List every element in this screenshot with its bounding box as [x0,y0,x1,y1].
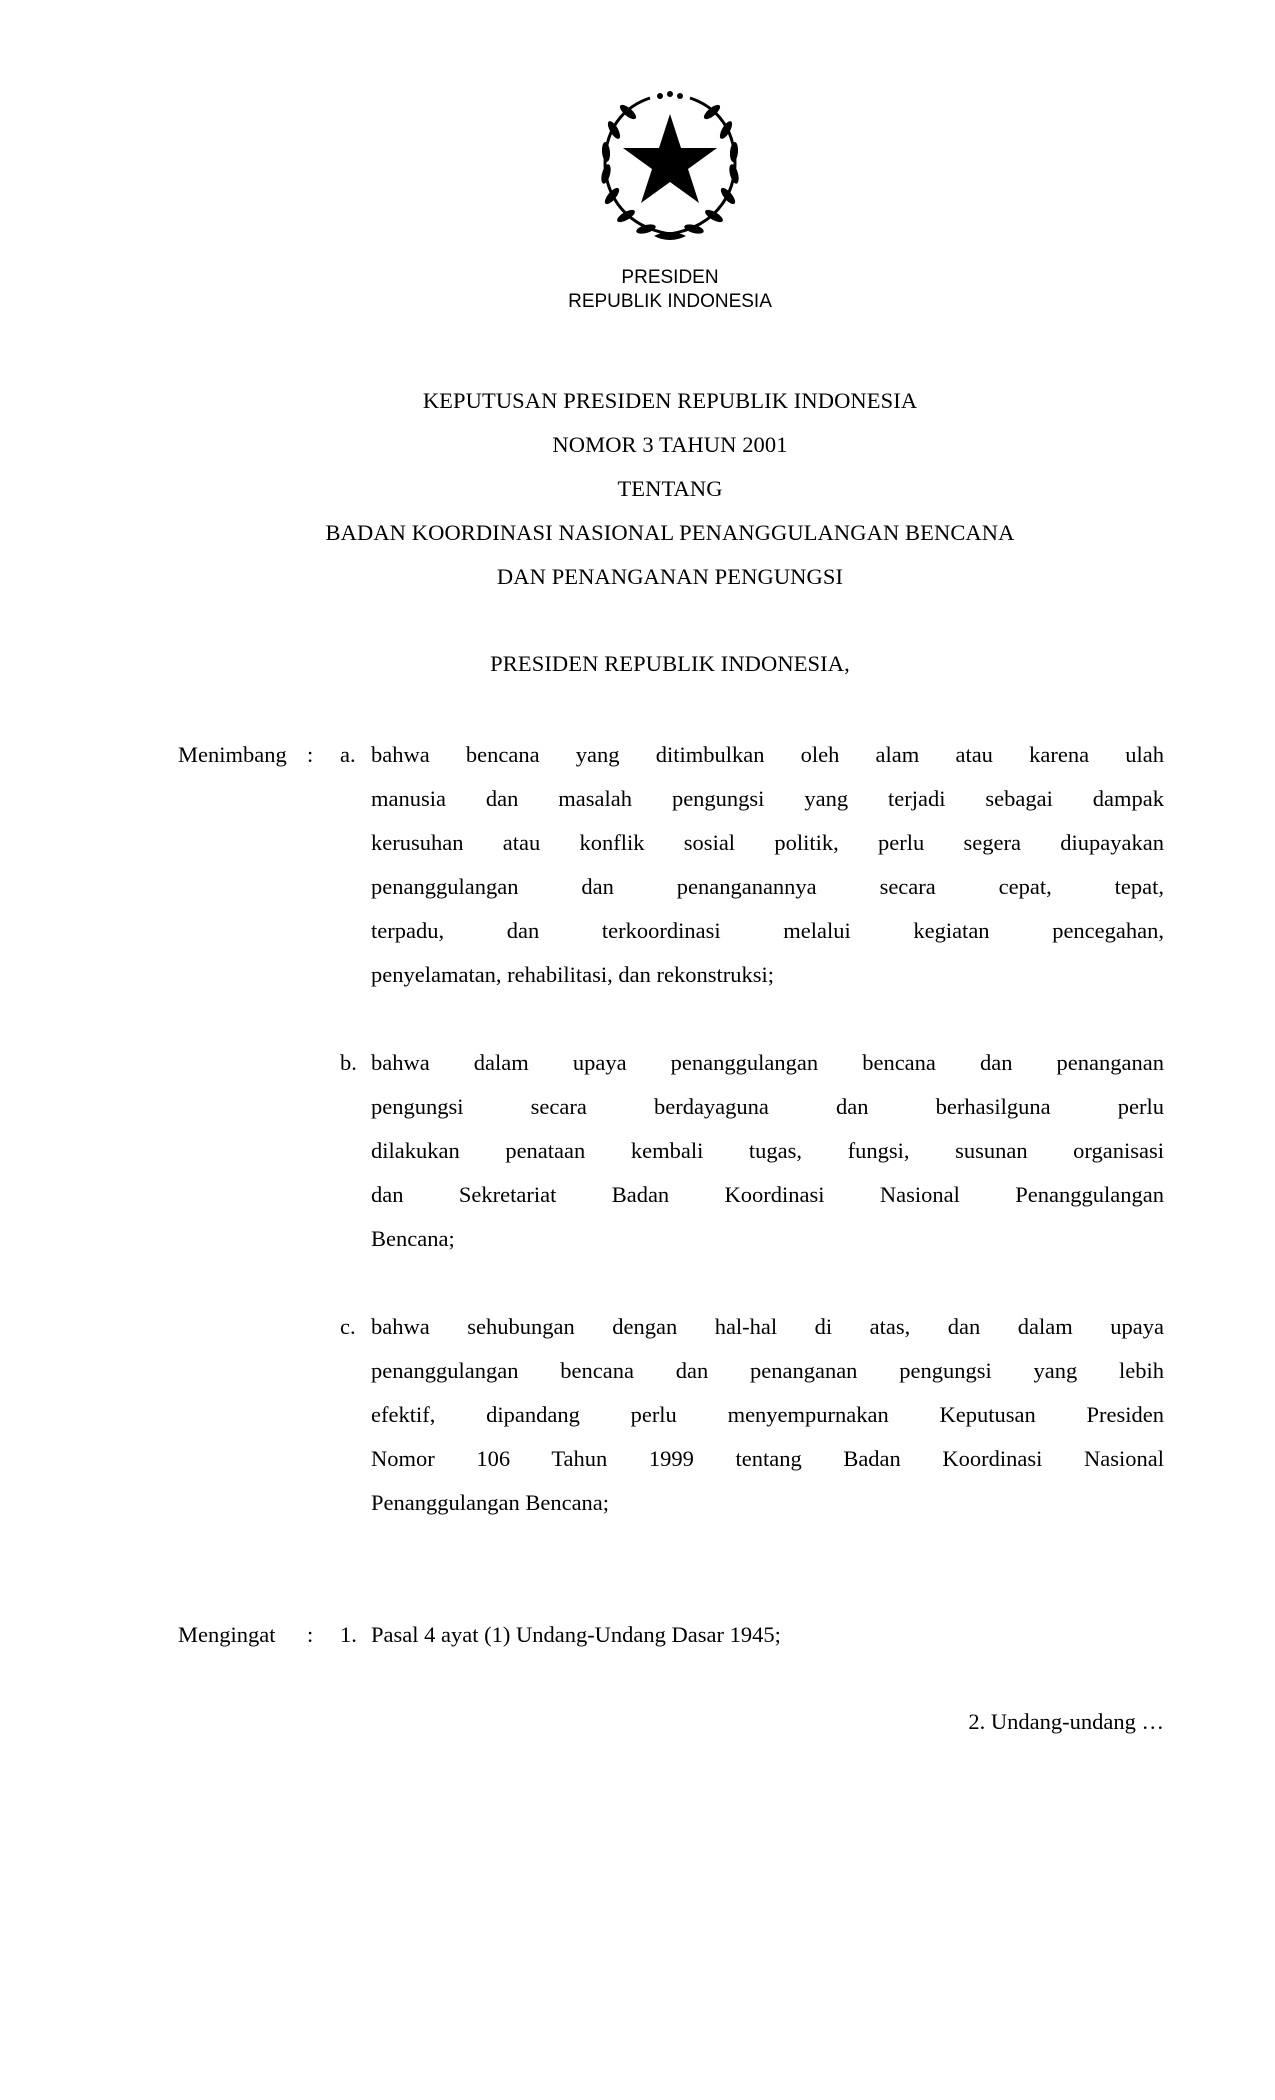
menimbang-b-marker: b. [340,1050,357,1075]
text-line: pengungsi secara berdayaguna dan berhasilguna perlu [371,1094,1164,1119]
text-line: bahwa bencana yang ditimbulkan oleh alam atau karena ulah [371,742,1164,767]
president-heading: PRESIDEN REPUBLIK INDONESIA, [490,651,850,676]
menimbang-b-text [371,1041,1164,1261]
text-line: dan Sekretariat Badan Koordinasi Nasional Penanggulangan [371,1182,1164,1207]
menimbang-c-text [371,1305,1164,1525]
text-line: Bencana; [371,1226,455,1251]
menimbang-label: Menimbang [178,742,287,767]
page-continuation: 2. Undang-undang … [968,1709,1164,1734]
decree-title: KEPUTUSAN PRESIDEN REPUBLIK INDONESIA [422,388,918,413]
mengingat-1-marker: 1. [340,1622,357,1647]
text-line: bahwa dalam upaya penanggulangan bencana dan penanganan [371,1050,1164,1075]
text-line: terpadu, dan terkoordinasi melalui kegiatan pencegahan, [371,918,1164,943]
decree-subject-line-1: BADAN KOORDINASI NASIONAL PENANGGULANGAN BENCANA [325,520,1015,545]
text-line: Penanggulangan Bencana; [371,1490,610,1515]
text-line: kerusuhan atau konflik sosial politik, perlu segera diupayakan [371,830,1164,855]
menimbang-colon: : [307,742,314,767]
emblem-title-line-1: PRESIDEN [621,267,719,288]
mengingat-label: Mengingat [178,1622,276,1647]
text-line: penanggulangan bencana dan penanganan pengungsi yang lebih [371,1358,1164,1383]
menimbang-c-marker: c. [340,1314,356,1339]
menimbang-a-text [371,733,1164,997]
presidential-emblem-icon [590,86,750,246]
text-line: efektif, dipandang perlu menyempurnakan Keputusan Presiden [371,1402,1164,1427]
decree-number: NOMOR 3 TAHUN 2001 [552,432,788,457]
text-line: bahwa sehubungan dengan hal-hal di atas, dan dalam upaya [371,1314,1164,1339]
mengingat-colon: : [307,1622,314,1647]
decree-subject-line-2: DAN PENANGANAN PENGUNGSI [496,564,844,589]
menimbang-a-marker: a. [340,742,356,767]
decree-about: TENTANG [617,476,723,501]
text-line: penanggulangan dan penanganannya secara cepat, tepat, [371,874,1164,899]
text-line: manusia dan masalah pengungsi yang terjadi sebagai dampak [371,786,1164,811]
text-line: Pasal 4 ayat (1) Undang-Undang Dasar 1945; [371,1622,781,1647]
text-line: penyelamatan, rehabilitasi, dan rekonstruksi; [371,962,775,987]
emblem-title-line-2: REPUBLIK INDONESIA [568,291,772,312]
text-line: Nomor 106 Tahun 1999 tentang Badan Koordinasi Nasional [371,1446,1164,1471]
text-line: dilakukan penataan kembali tugas, fungsi, susunan organisasi [371,1138,1164,1163]
mengingat-1-text [371,1613,1164,1657]
